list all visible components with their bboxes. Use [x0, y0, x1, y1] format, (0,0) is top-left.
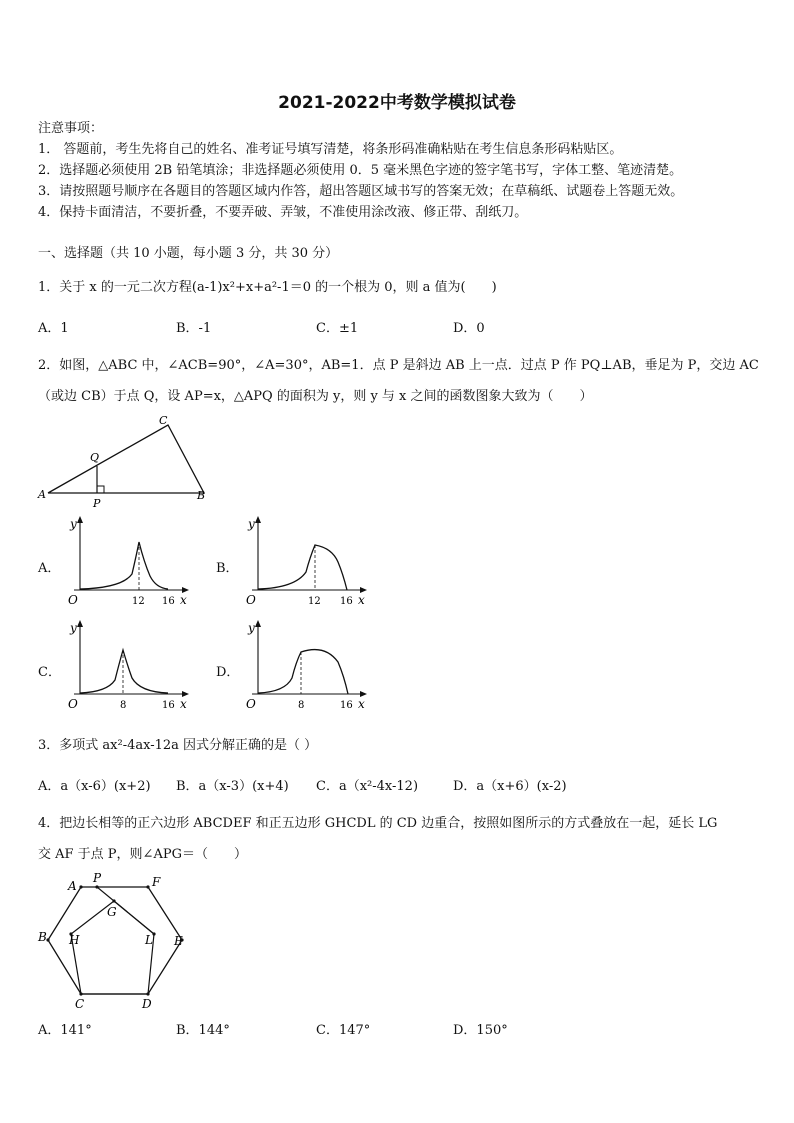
origin-label: O [246, 697, 256, 711]
q2-option-c-label: C． [38, 665, 61, 680]
origin-label: O [246, 593, 256, 607]
label-e: E [174, 934, 183, 948]
label-l: L [145, 933, 153, 947]
label-b: B [197, 489, 206, 502]
axis-x-label: x [180, 697, 187, 711]
notice-item: 3．请按照题号顺序在各题目的答题区域内作答，超出答题区域书写的答案无效；在草稿纸、试题卷上答题无效。 [38, 184, 684, 199]
right-angle-mark [97, 486, 104, 493]
q4-option-c: C．147° [316, 1023, 371, 1038]
q4-option-d: D．150° [453, 1023, 508, 1038]
curve-d [258, 650, 348, 694]
label-b: B [38, 930, 47, 944]
label-a: A [38, 488, 46, 501]
tick-label: 16 [340, 596, 353, 607]
tick-label: 8 [298, 700, 305, 711]
label-q: Q [90, 451, 100, 464]
label-p: P [93, 497, 101, 510]
label-c: C [159, 414, 168, 427]
curve-b [258, 545, 347, 590]
question-2-stem-line2: （或边 CB）于点 Q，设 AP=x，△APQ 的面积为 y，则 y 与 x 之间的函数图象大致为（ ） [38, 389, 593, 404]
q1-option-a: A．1 [38, 321, 69, 336]
tick-label: 16 [162, 700, 175, 711]
question-3-stem: 3．多项式 ax²-4ax-12a 因式分解正确的是（ ） [38, 738, 318, 753]
origin-label: O [68, 697, 78, 711]
label-d: D [142, 997, 152, 1011]
q4-option-a: A．141° [38, 1023, 92, 1038]
q3-option-b: B．a（x-3）(x+4) [176, 779, 289, 794]
axis-y-label: y [70, 621, 77, 635]
q3-option-d: D．a（x+6）(x-2) [453, 779, 567, 794]
q3-option-a: A．a（x-6）(x+2) [38, 779, 151, 794]
curve-a [80, 542, 168, 589]
triangle-figure [34, 412, 214, 512]
q2-option-b-label: B． [216, 561, 239, 576]
q2-option-d-label: D． [216, 665, 240, 680]
label-h: H [69, 933, 80, 947]
axis-x-label: x [358, 593, 365, 607]
axis-y-label: y [248, 621, 255, 635]
notice-item: 2．选择题必须使用 2B 铅笔填涂；非选择题必须使用 0．5 毫米黑色字迹的签字笔书写，字体工整、笔迹清楚。 [38, 163, 683, 178]
curve-c [80, 650, 168, 693]
origin-label: O [68, 593, 78, 607]
question-1-stem: 1．关于 x 的一元二次方程(a-1)x²+x+a²-1＝0 的一个根为 0，则 a 值为( ) [38, 280, 497, 295]
notice-item: 1． 答题前，考生先将自己的姓名、准考证号填写清楚，将条形码准确粘贴在考生信息条形码粘贴区。 [38, 142, 623, 157]
section-heading: 一、选择题（共 10 小题，每小题 3 分，共 30 分） [38, 246, 339, 261]
axis-y-label: y [70, 517, 77, 531]
q3-option-c: C．a（x²-4x-12) [316, 779, 419, 794]
axis-y-label: y [248, 517, 255, 531]
graph-d [240, 616, 370, 716]
label-c: C [75, 997, 85, 1011]
graph-b [240, 512, 370, 612]
page-title: 2021-2022中考数学模拟试卷 [278, 93, 516, 113]
label-a: A [68, 879, 77, 893]
tick-label: 16 [162, 596, 175, 607]
graph-a [62, 512, 192, 612]
tick-label: 12 [308, 596, 321, 607]
tick-label: 16 [340, 700, 353, 711]
tick-label: 12 [132, 596, 145, 607]
notice-item: 4．保持卡面清洁，不要折叠，不要弄破、弄皱，不准使用涂改液、修正带、刮纸刀。 [38, 205, 528, 220]
axis-x-label: x [358, 697, 365, 711]
q1-option-d: D．0 [453, 321, 485, 336]
label-g: G [107, 905, 117, 919]
graph-c [62, 616, 192, 716]
tick-label: 8 [120, 700, 127, 711]
q1-option-b: B．-1 [176, 321, 212, 336]
question-4-stem-line1: 4．把边长相等的正六边形 ABCDEF 和正五边形 GHCDL 的 CD 边重合，按照如图所示的方式叠放在一起，延长 LG [38, 816, 718, 831]
q1-option-c: C．±1 [316, 321, 359, 336]
label-f: F [152, 875, 161, 889]
q4-option-b: B．144° [176, 1023, 230, 1038]
question-4-stem-line2: 交 AF 于点 P，则∠APG＝（ ） [38, 847, 247, 862]
line-lgp [97, 887, 154, 934]
notice-heading: 注意事项： [38, 121, 104, 136]
q2-option-a-label: A． [38, 561, 61, 576]
hexagon-pentagon-figure [34, 868, 204, 1013]
triangle-abc [48, 425, 204, 493]
axis-x-label: x [180, 593, 187, 607]
question-2-stem-line1: 2．如图，△ABC 中，∠ACB=90°，∠A=30°，AB=1．点 P 是斜边 AB 上一点．过点 P 作 PQ⊥AB，垂足为 P，交边 AC [38, 358, 759, 373]
label-p: P [93, 871, 102, 885]
